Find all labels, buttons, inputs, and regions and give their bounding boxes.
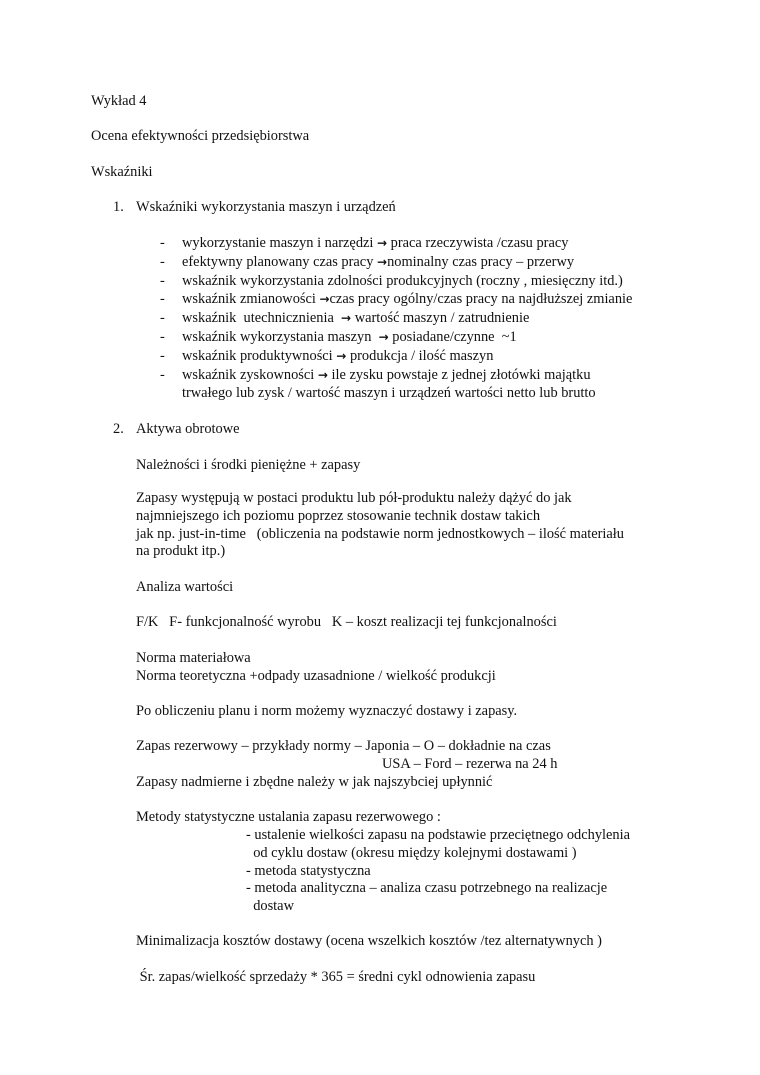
bullet-item: wykorzystanie maszyn i narzędzi → praca rzeczywista /czasu pracy bbox=[182, 235, 569, 251]
list1-title: Wskaźniki wykorzystania maszyn i urządzeń bbox=[136, 199, 396, 215]
bullet-dash: - bbox=[160, 235, 165, 251]
arrow-right-icon: → bbox=[378, 330, 389, 344]
document-title: Ocena efektywności przedsiębiorstwa bbox=[91, 128, 310, 144]
bullet-dash: - bbox=[160, 291, 165, 307]
methods-title: Metody statystyczne ustalania zapasu rezerwowego : bbox=[136, 809, 441, 825]
bullet-dash: - bbox=[160, 367, 165, 383]
bullet-dash: - bbox=[160, 348, 165, 364]
list1-number: 1. bbox=[113, 199, 124, 215]
paragraph: Należności i środki pieniężne + zapasy bbox=[136, 457, 361, 473]
formula: Śr. zapas/wielkość sprzedaży * 365 = średni cykl odnowienia zapasu bbox=[136, 969, 536, 985]
paragraph: F/K F- funkcjonalność wyrobu K – koszt realizacji tej funkcjonalności bbox=[136, 614, 557, 630]
paragraph-line: Zapasy nadmierne i zbędne należy w jak najszybciej upłynnić bbox=[136, 774, 493, 790]
paragraph-line: USA – Ford – rezerwa na 24 h bbox=[382, 756, 558, 772]
list2-number: 2. bbox=[113, 421, 124, 437]
bullet-dash: - bbox=[160, 273, 165, 289]
method-item: - metoda analityczna – analiza czasu potrzebnego na realizacje bbox=[246, 880, 608, 896]
paragraph: Po obliczeniu planu i norm możemy wyznaczyć dostawy i zapasy. bbox=[136, 703, 518, 719]
arrow-right-icon: → bbox=[317, 368, 328, 382]
arrow-right-icon: → bbox=[377, 255, 388, 269]
arrow-right-icon: → bbox=[319, 292, 330, 306]
bullet-item: efektywny planowany czas pracy →nominalny czas pracy – przerwy bbox=[182, 254, 575, 270]
list2-title: Aktywa obrotowe bbox=[136, 421, 240, 437]
method-item: - ustalenie wielkości zapasu na podstawie przeciętnego odchylenia bbox=[246, 827, 631, 843]
bullet-item: wskaźnik utechnicznienia → wartość maszyn / zatrudnienie bbox=[182, 310, 530, 326]
bullet-item: wskaźnik wykorzystania maszyn → posiadane/czynne ~1 bbox=[182, 329, 517, 345]
paragraph-line: na produkt itp.) bbox=[136, 543, 226, 559]
paragraph-line: Zapasy występują w postaci produktu lub pół-produktu należy dążyć do jak bbox=[136, 490, 572, 506]
paragraph-line: najmniejszego ich poziomu poprzez stosowanie technik dostaw takich bbox=[136, 508, 541, 524]
bullet-item: wskaźnik zmianowości →czas pracy ogólny/czas pracy na najdłuższej zmianie bbox=[182, 291, 633, 307]
paragraph-line: jak np. just-in-time (obliczenia na podstawie norm jednostkowych – ilość materiału bbox=[136, 526, 624, 542]
paragraph-line: Norma teoretyczna +odpady uzasadnione / wielkość produkcji bbox=[136, 668, 496, 684]
paragraph: Minimalizacja kosztów dostawy (ocena wszelkich kosztów /tez alternatywnych ) bbox=[136, 933, 602, 949]
bullet-dash: - bbox=[160, 310, 165, 326]
bullet-item-continuation: trwałego lub zysk / wartość maszyn i urządzeń wartości netto lub brutto bbox=[182, 385, 596, 401]
arrow-right-icon: → bbox=[336, 349, 347, 363]
bullet-item: wskaźnik produktywności → produkcja / ilość maszyn bbox=[182, 348, 494, 364]
arrow-right-icon: → bbox=[341, 311, 352, 325]
bullet-dash: - bbox=[160, 329, 165, 345]
arrow-right-icon: → bbox=[377, 236, 388, 250]
paragraph: Analiza wartości bbox=[136, 579, 234, 595]
method-item: od cyklu dostaw (okresu między kolejnymi dostawami ) bbox=[246, 845, 577, 861]
bullet-dash: - bbox=[160, 254, 165, 270]
method-item: - metoda statystyczna bbox=[246, 863, 371, 879]
lecture-label: Wykład 4 bbox=[91, 93, 147, 109]
paragraph-line: Zapas rezerwowy – przykłady normy – Japonia – O – dokładnie na czas bbox=[136, 738, 551, 754]
bullet-item: wskaźnik wykorzystania zdolności produkcyjnych (roczny , miesięczny itd.) bbox=[182, 273, 623, 289]
paragraph-line: Norma materiałowa bbox=[136, 650, 251, 666]
method-item: dostaw bbox=[246, 898, 294, 914]
section-heading: Wskaźniki bbox=[91, 164, 153, 180]
bullet-item: wskaźnik zyskowności → ile zysku powstaje z jednej złotówki majątku bbox=[182, 367, 591, 383]
